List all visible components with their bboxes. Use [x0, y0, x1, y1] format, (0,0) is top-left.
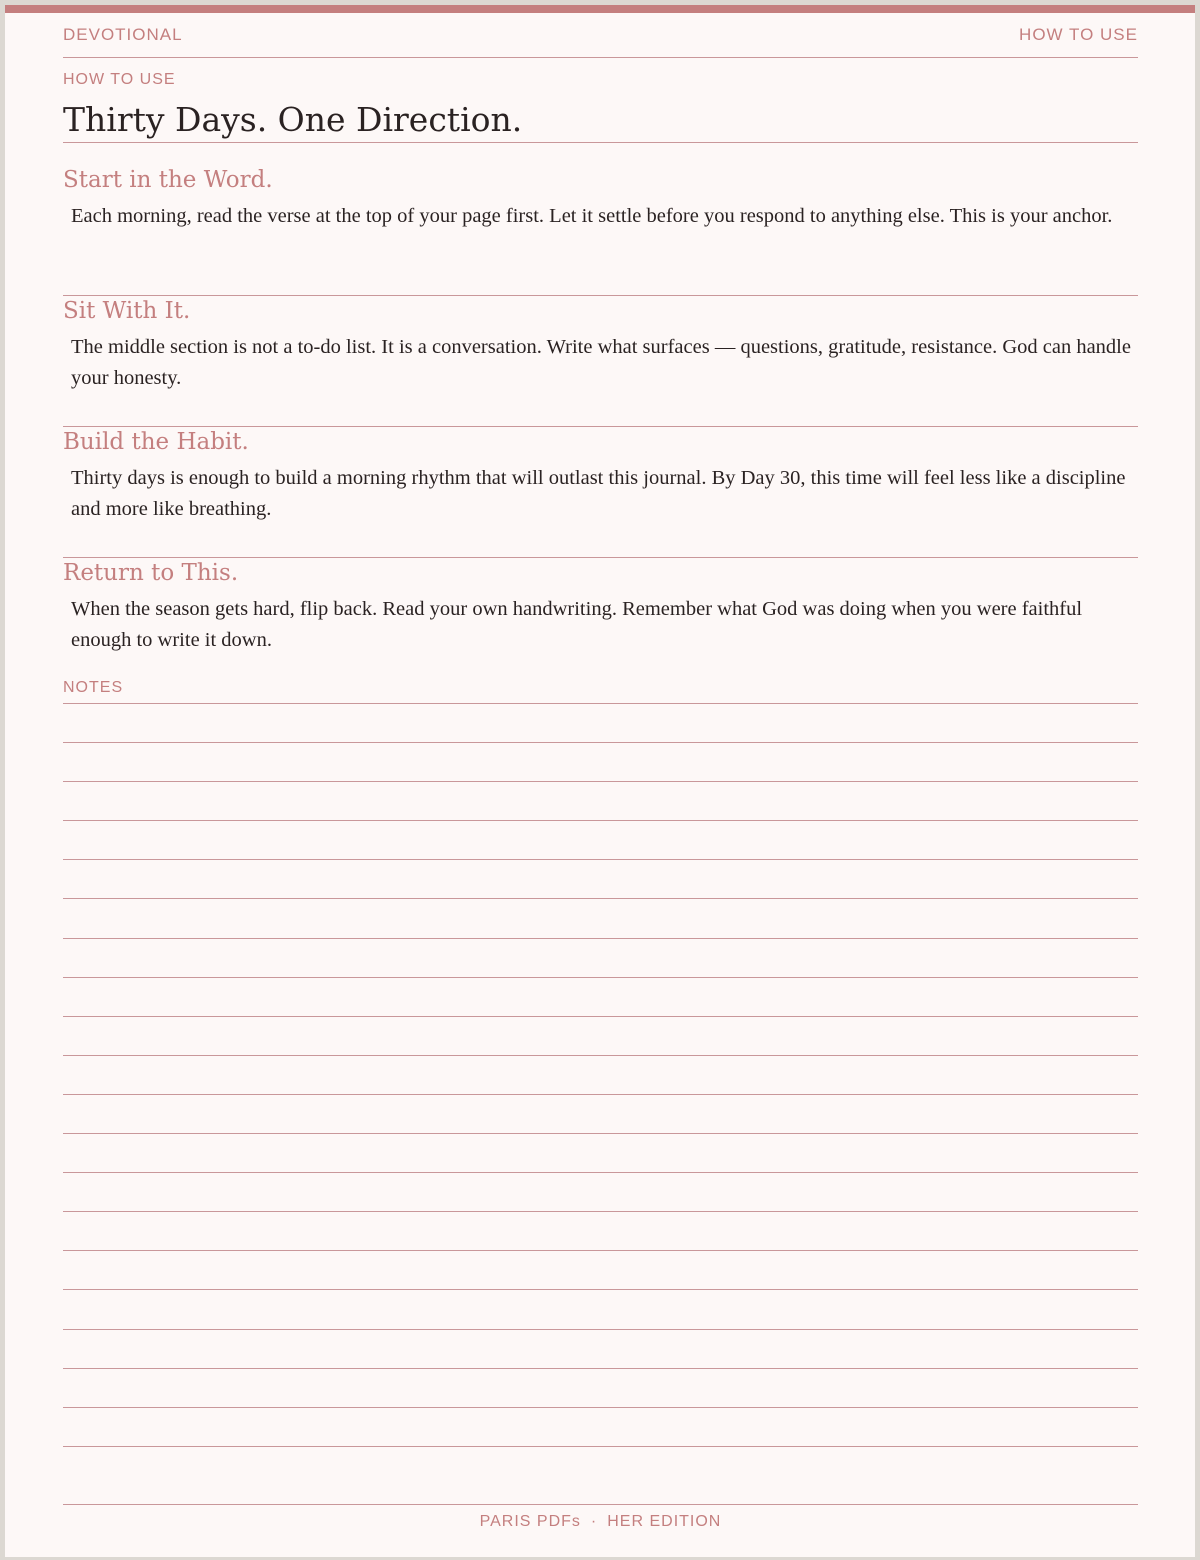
section-body: When the season gets hard, flip back. Read your own handwriting. Remember what God was doing when you were faithful enough to write it down.	[71, 598, 1083, 651]
header-section-label: DEVOTIONAL	[63, 25, 183, 44]
note-writing-line[interactable]	[63, 1250, 1138, 1289]
section-title: Sit With It.	[63, 298, 191, 324]
section-start-in-the-word	[63, 165, 1138, 296]
note-writing-line[interactable]	[63, 1407, 1138, 1446]
note-writing-line[interactable]	[63, 781, 1138, 820]
top-accent-bar	[5, 5, 1195, 13]
note-writing-line[interactable]	[63, 1016, 1138, 1055]
section-return-to-this	[63, 558, 1138, 689]
section-body: The middle section is not a to-do list. It is a conversation. Write what surfaces — questions, gratitude, resistance. God can handle your honesty.	[71, 336, 1131, 389]
page-footer	[63, 1504, 1138, 1531]
section-title: Build the Habit.	[63, 429, 249, 455]
note-writing-line[interactable]	[63, 742, 1138, 781]
note-writing-line[interactable]	[63, 898, 1138, 937]
note-writing-line[interactable]	[63, 1133, 1138, 1172]
section-sit-with-it	[63, 296, 1138, 427]
note-writing-line[interactable]	[63, 703, 1138, 742]
note-writing-line[interactable]	[63, 1172, 1138, 1211]
section-title: Start in the Word.	[63, 167, 273, 193]
section-body: Thirty days is enough to build a morning rhythm that will outlast this journal. By Day 30, this time will feel less like a discipline and more like breathing.	[71, 467, 1126, 520]
footer-brand: PARIS PDFs	[479, 1513, 581, 1530]
footer-separator: ·	[590, 1513, 598, 1530]
note-writing-line[interactable]	[63, 1289, 1138, 1328]
note-writing-line[interactable]	[63, 938, 1138, 977]
note-writing-line[interactable]	[63, 1211, 1138, 1250]
note-writing-line[interactable]	[63, 1368, 1138, 1407]
note-writing-line[interactable]	[63, 1446, 1138, 1485]
section-body: Each morning, read the verse at the top of your page first. Let it settle before you respond to anything else. This is your anchor.	[71, 205, 1113, 227]
note-writing-line[interactable]	[63, 859, 1138, 898]
page-title: Thirty Days. One Direction.	[63, 97, 1138, 143]
running-header	[63, 23, 1138, 58]
note-writing-line[interactable]	[63, 1329, 1138, 1368]
section-title: Return to This.	[63, 560, 239, 586]
journal-page	[5, 5, 1195, 1557]
footer-edition: HER EDITION	[607, 1513, 722, 1530]
header-page-label: HOW TO USE	[1019, 25, 1138, 44]
notes-lines[interactable]	[63, 703, 1138, 1485]
notes-label: NOTES	[63, 679, 124, 696]
note-writing-line[interactable]	[63, 820, 1138, 859]
instruction-sections	[63, 165, 1138, 689]
page-eyebrow: HOW TO USE	[63, 71, 176, 88]
note-writing-line[interactable]	[63, 1094, 1138, 1133]
note-writing-line[interactable]	[63, 1055, 1138, 1094]
section-build-the-habit	[63, 427, 1138, 558]
note-writing-line[interactable]	[63, 977, 1138, 1016]
